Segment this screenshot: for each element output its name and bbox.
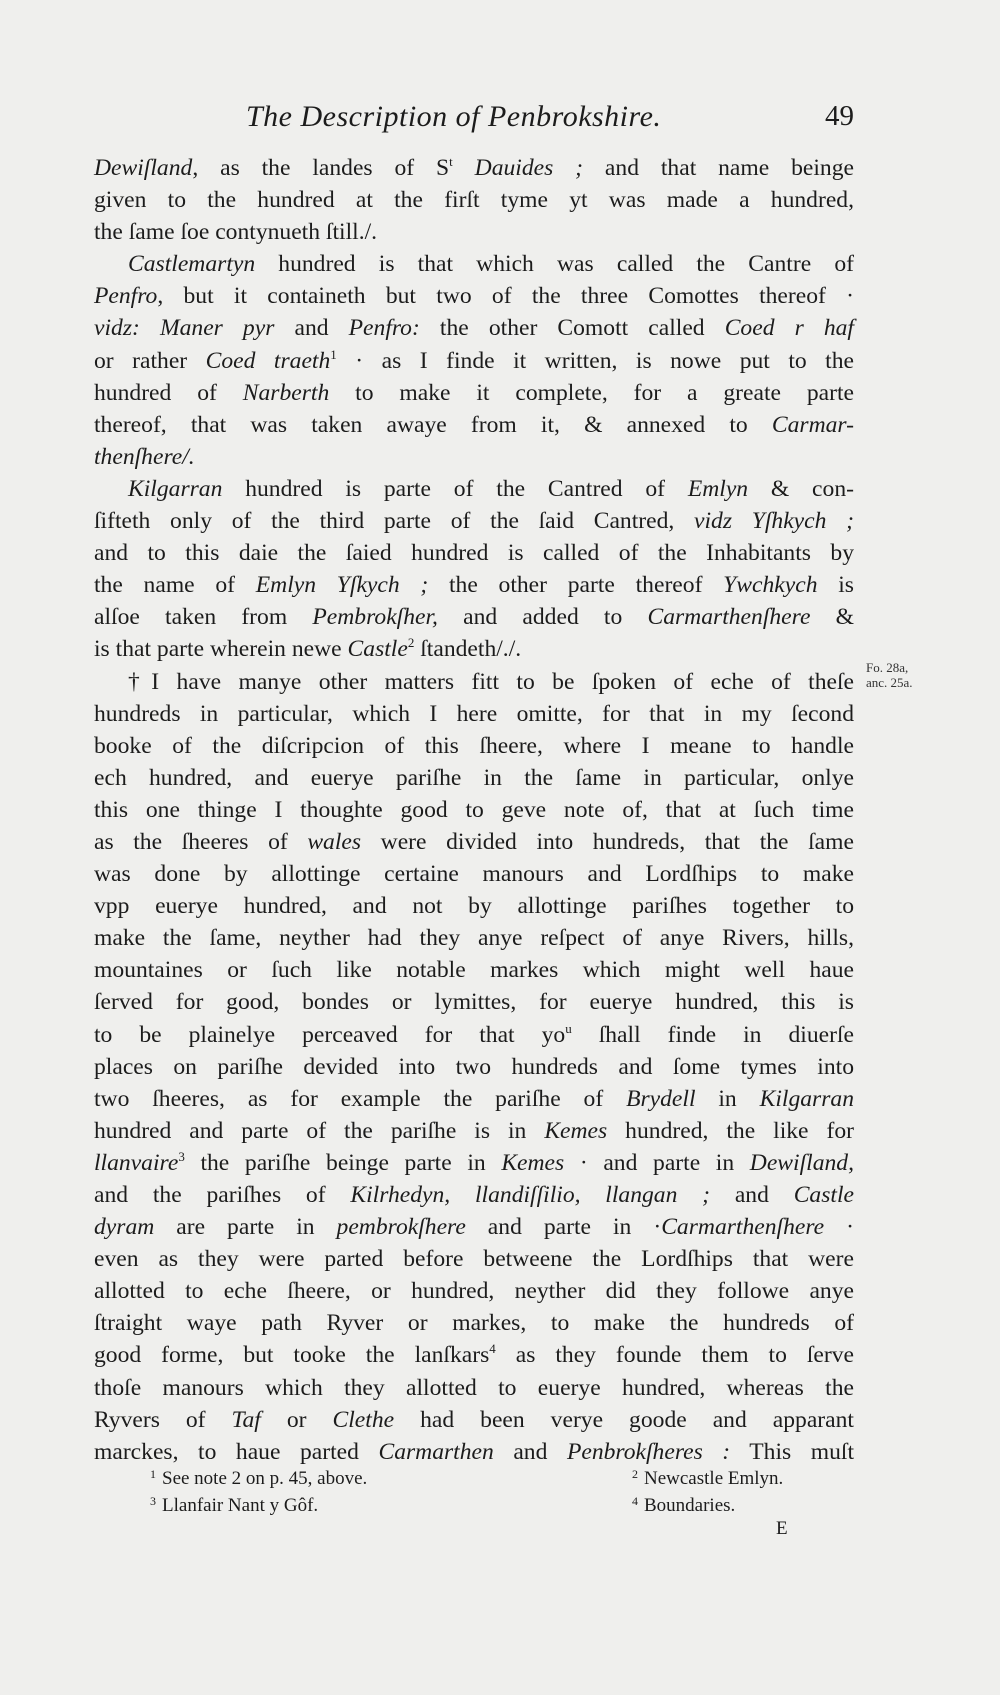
text-line: ech hundred, and euerye pariſhe in the ſame in particular, onlye — [94, 764, 854, 791]
text-line: ſtraight waye path Ryver or markes, to make the hundreds of — [94, 1310, 854, 1337]
text-line: is that parte wherein newe Castle$^2$ ſtandeth/./. — [94, 635, 522, 663]
text-line: good forme, but tooke the lanſkars$^4$ as they founde them to ſerve — [94, 1341, 854, 1369]
text-line: thoſe manours which they allotted to euerye hundred, whereas the — [94, 1374, 854, 1401]
text-line: dyram are parte in pembrokſhere and parte in ·Carmarthenſhere · — [94, 1214, 854, 1241]
text-line: hundred of Narberth to make it complete, for a greate parte — [94, 379, 855, 406]
text-line: and to this daie the ſaied hundred is called of the Inhabitants by — [94, 540, 854, 567]
text-line: thereof, that was taken awaye from it, & annexed to Carmar- — [94, 411, 854, 438]
text-line: booke of the diſcripcion of this ſheere, where I meane to handle — [94, 732, 854, 759]
text-line: Ryvers of Taf or Clethe had been verye goode and apparant — [94, 1406, 854, 1433]
text-line: ſerved for good, bondes or lymittes, for euerye hundred, this is — [94, 989, 854, 1016]
text-line: the ſame ſoe contynueth ſtill./. — [94, 219, 378, 246]
footnote: $^2$ Newcastle Emlyn. — [632, 1467, 784, 1489]
text-line: even as they were parted before betweene the Lordſhips that were — [94, 1246, 854, 1273]
text-line: mountaines or ſuch like notable markes which might well haue — [94, 957, 854, 984]
text-line: vpp euerye hundred, and not by allottinge pariſhes together to — [94, 893, 854, 920]
text-line: and the pariſhes of Kilrhedyn, llandiſſilio, llangan ; and Castle — [94, 1182, 854, 1208]
text-line: or rather Coed traeth$^1$ · as I finde it written, is nowe put to the — [94, 346, 854, 374]
text-line: as the ſheeres of wales were divided into hundreds, that the ſame — [94, 828, 854, 855]
running-header — [94, 100, 854, 140]
text-line: llanvaire$^3$ the pariſhe beinge parte in Kemes · and parte in Dewiſland, — [94, 1148, 854, 1176]
text-line: hundred and parte of the pariſhe is in Kemes hundred, the like for — [94, 1117, 854, 1144]
footnote: $^3$ Llanfair Nant y Gôf. — [150, 1494, 319, 1516]
text-line: Castlemartyn hundred is that which was called the Cantre of — [128, 251, 854, 278]
text-line: hundreds in particular, which I here omitte, for that in my ſecond — [94, 700, 854, 727]
text-line: marckes, to haue parted Carmarthen and Penbrokſheres : This muſt — [94, 1438, 855, 1465]
text-line: alſoe taken from Pembrokſher, and added to Carmarthenſhere & — [94, 604, 854, 631]
page-number: 49 — [825, 100, 854, 132]
text-line: †I have manye other matters fitt to be ſpoken of eche of theſe — [128, 668, 854, 695]
text-line: places on pariſhe devided into two hundreds and ſome tymes into — [94, 1053, 854, 1080]
margin-note: Fo. 28a, anc. 25a. — [866, 660, 913, 690]
text-line: to be plainelye perceaved for that $yo^u$ ſhall finde in diuerſe — [94, 1020, 854, 1048]
page-title: The Description of Penbrokshire. — [246, 100, 662, 133]
text-line: make the ſame, neyther had they anye reſpect of anye Rivers, hills, — [94, 925, 854, 952]
text-line: this one thinge I thoughte good to geve note of, that at ſuch time — [94, 796, 854, 823]
text-line: the name of Emlyn Yſkych ; the other parte thereof Ywchkych is — [94, 572, 854, 599]
text-line: thenſhere/. — [94, 443, 195, 470]
text-line: was done by allottinge certaine manours and Lordſhips to make — [94, 861, 854, 888]
text-line: given to the hundred at the firſt tyme yt was made a hundred, — [94, 187, 854, 214]
text-line: two ſheeres, as for example the pariſhe of Brydell in Kilgarran — [94, 1085, 854, 1112]
footnote: $^4$ Boundaries. — [632, 1494, 736, 1516]
text-line: allotted to eche ſheere, or hundred, neyther did they followe anye — [94, 1278, 854, 1305]
body-text — [94, 152, 854, 1468]
text-line: Penfro, but it containeth but two of the three Comottes thereof · — [94, 283, 854, 310]
text-line: Dewiſland, as the landes of $S^t$ Dauides ; and that name beinge — [94, 154, 854, 181]
signature-mark: E — [776, 1518, 788, 1539]
text-line: vidz: Maner pyr and Penfro: the other Comott called Coed r haf — [94, 315, 854, 342]
text-line: Kilgarran hundred is parte of the Cantred of Emlyn & con- — [128, 475, 854, 502]
text-line: ſifteth only of the third parte of the ſaid Cantred, vidz Yſhkych ; — [94, 508, 854, 535]
footnote: $^1$ See note 2 on p. 45, above. — [150, 1467, 368, 1489]
